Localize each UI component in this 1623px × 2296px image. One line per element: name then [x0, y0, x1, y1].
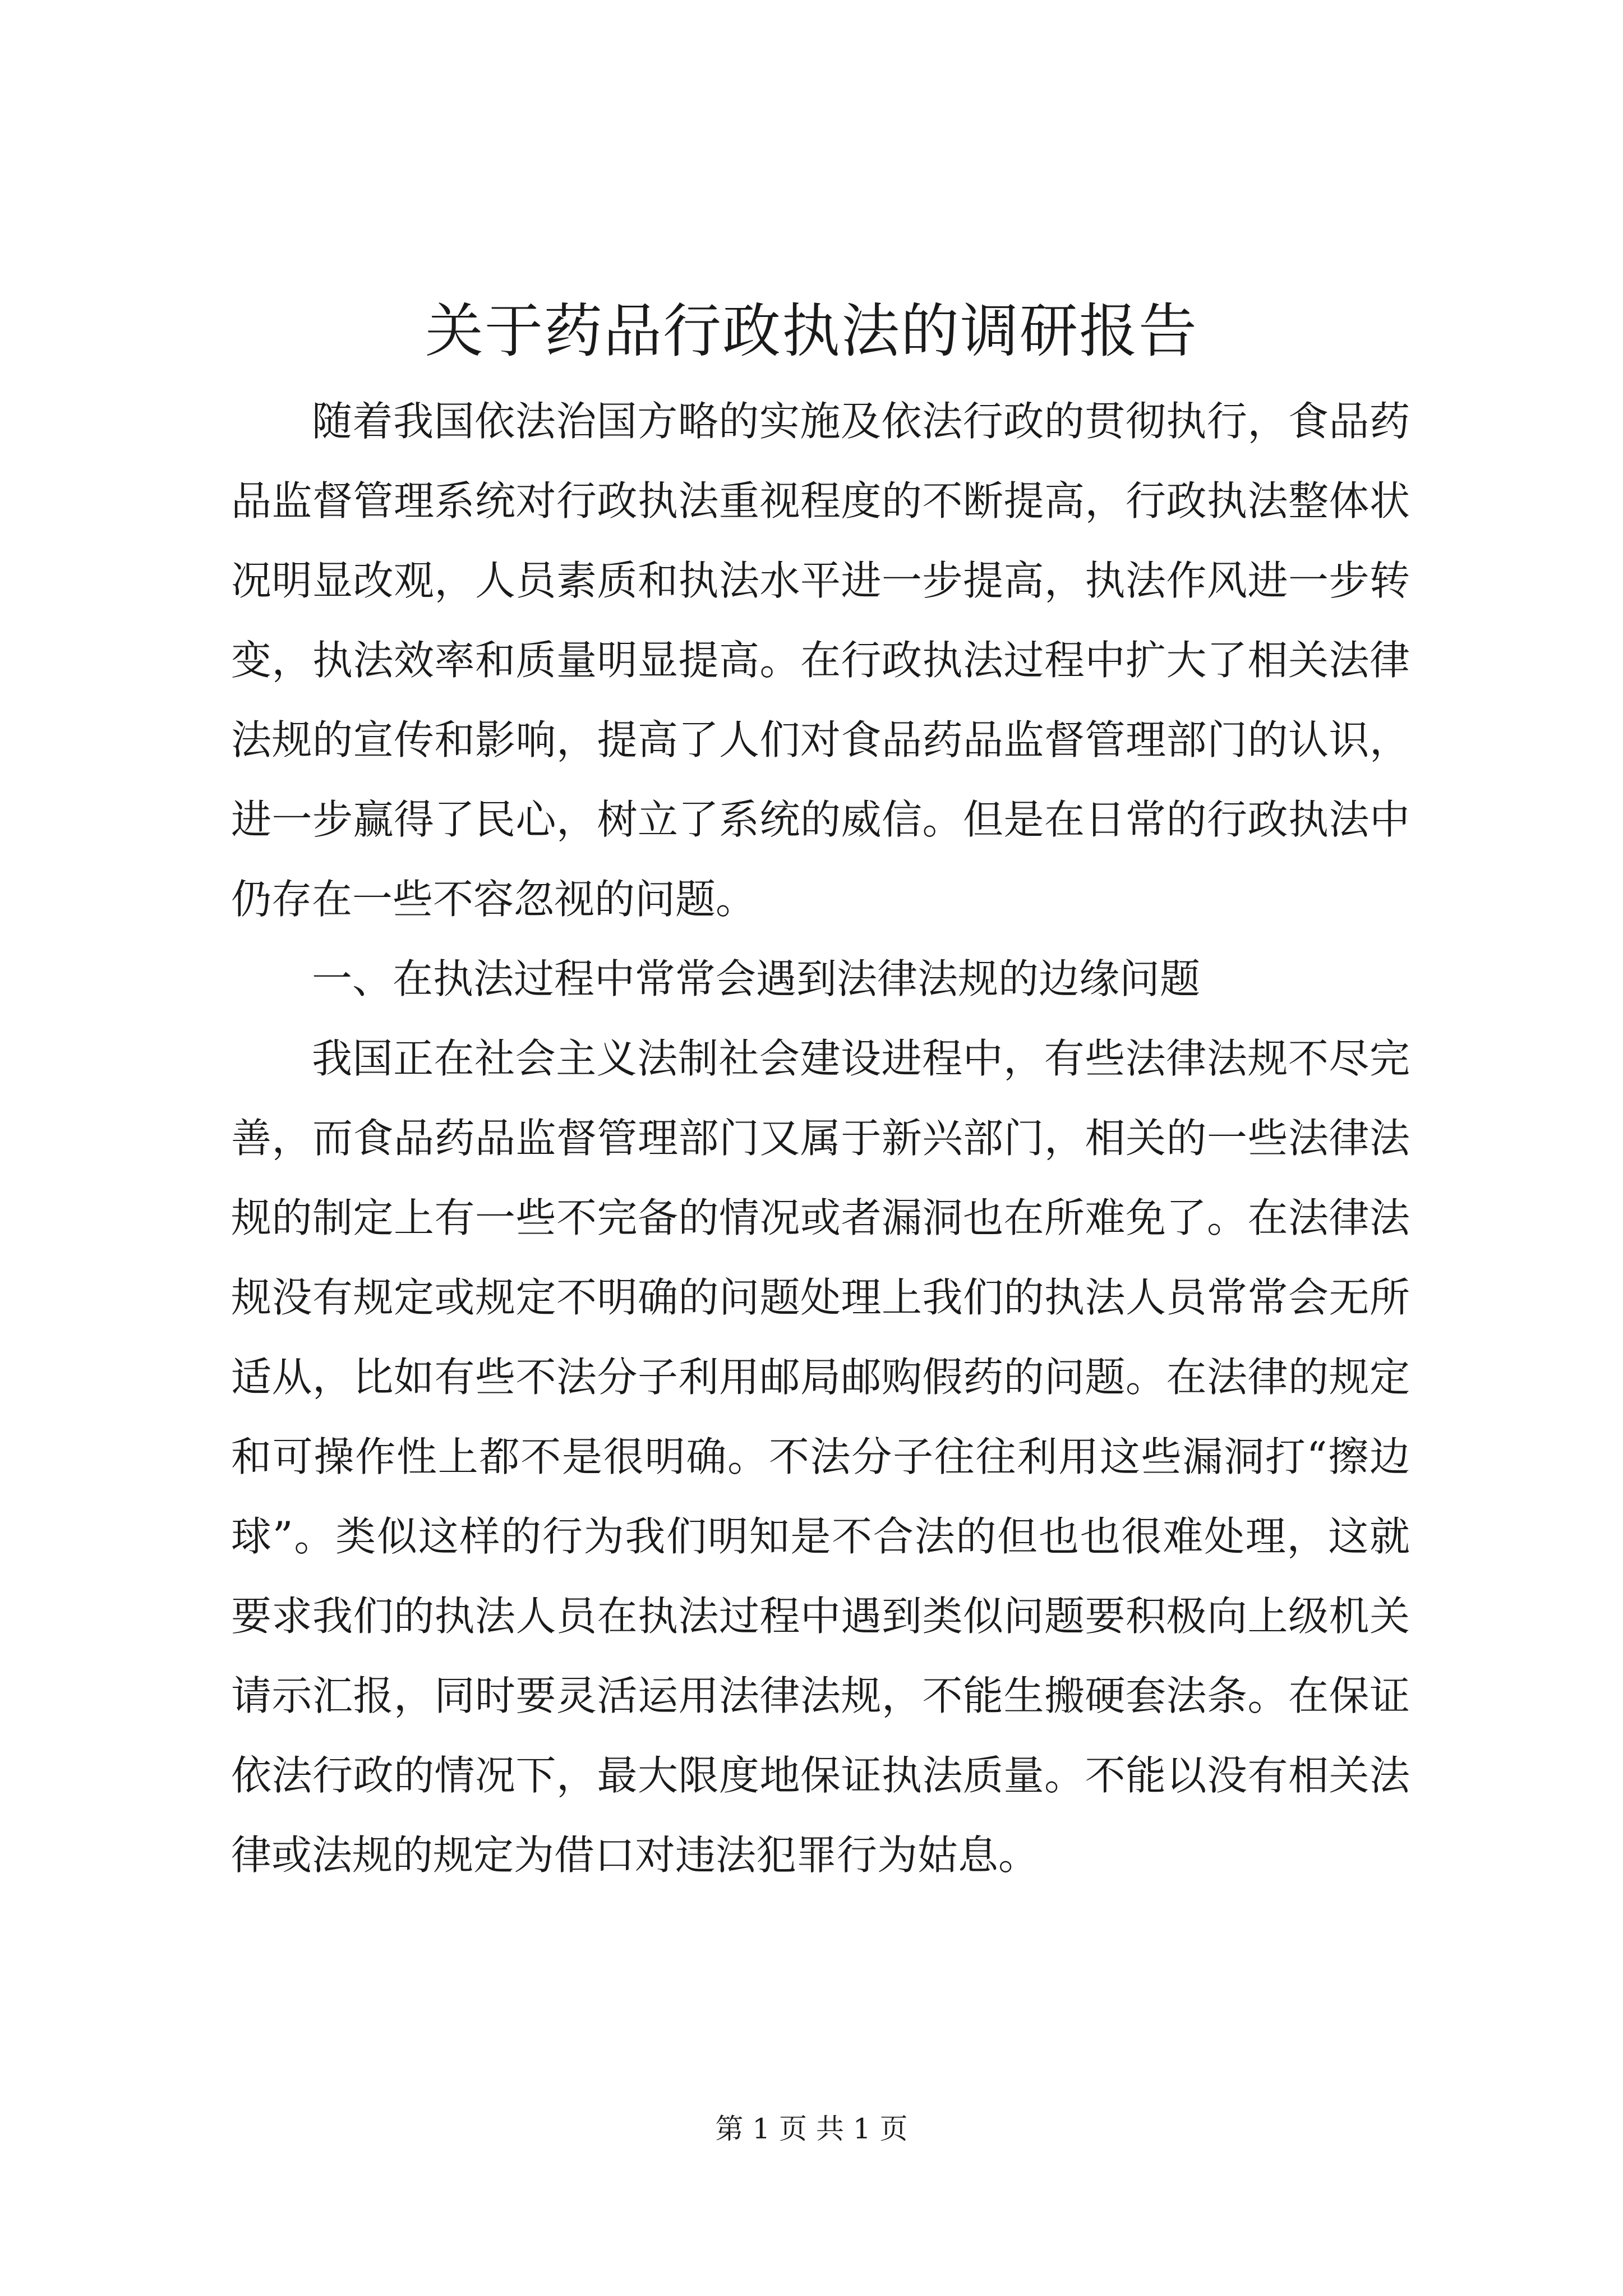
paragraph-section-1: 我国正在社会主义法制社会建设进程中，有些法律法规不尽完善，而食品药品监督管理部门又属于新兴部门，相关的一些法律法规的制定上有一些不完备的情况或者漏洞也在所难免了。在法律法规没有规定或规定不明确的问题处理上我们的执法人员常常会无所适从，比如有些不法分子利用邮局邮购假药的问题。在法律的规定和可操作性上都不是很明确。不法分子往往利用这些漏洞打“擦边球”。类似这样的行为我们明知是不合法的但也也很难处理，这就要求我们的执法人员在执法过程中遇到类似问题要积极向上级机关请示汇报，同时要灵活运用法律法规，不能生搬硬套法条。在保证依法行政的情况下，最大限度地保证执法质量。不能以没有相关法律或法规的规定为借口对违法犯罪行为姑息。: [231, 1035, 1410, 1879]
section-heading-1: 一、在执法过程中常常会遇到法律法规的边缘问题: [312, 955, 1201, 1002]
document-title: 关于药品行政执法的调研报告: [425, 297, 1198, 365]
paragraph-intro: 随着我国依法治国方略的实施及依法行政的贯彻执行，食品药品监督管理系统对行政执法重视程度的不断提高，行政执法整体状况明显改观，人员素质和执法水平进一步提高，执法作风进一步转变，执法效率和质量明显提高。在行政执法过程中扩大了相关法律法规的宣传和影响，提高了人们对食品药品监督管理部门的认识，进一步赢得了民心，树立了系统的威信。但是在日常的行政执法中仍存在一些不容忽视的问题。: [231, 398, 1410, 923]
document-body: [231, 381, 1410, 1895]
page-footer: 第 1 页 共 1 页: [715, 2113, 908, 2145]
